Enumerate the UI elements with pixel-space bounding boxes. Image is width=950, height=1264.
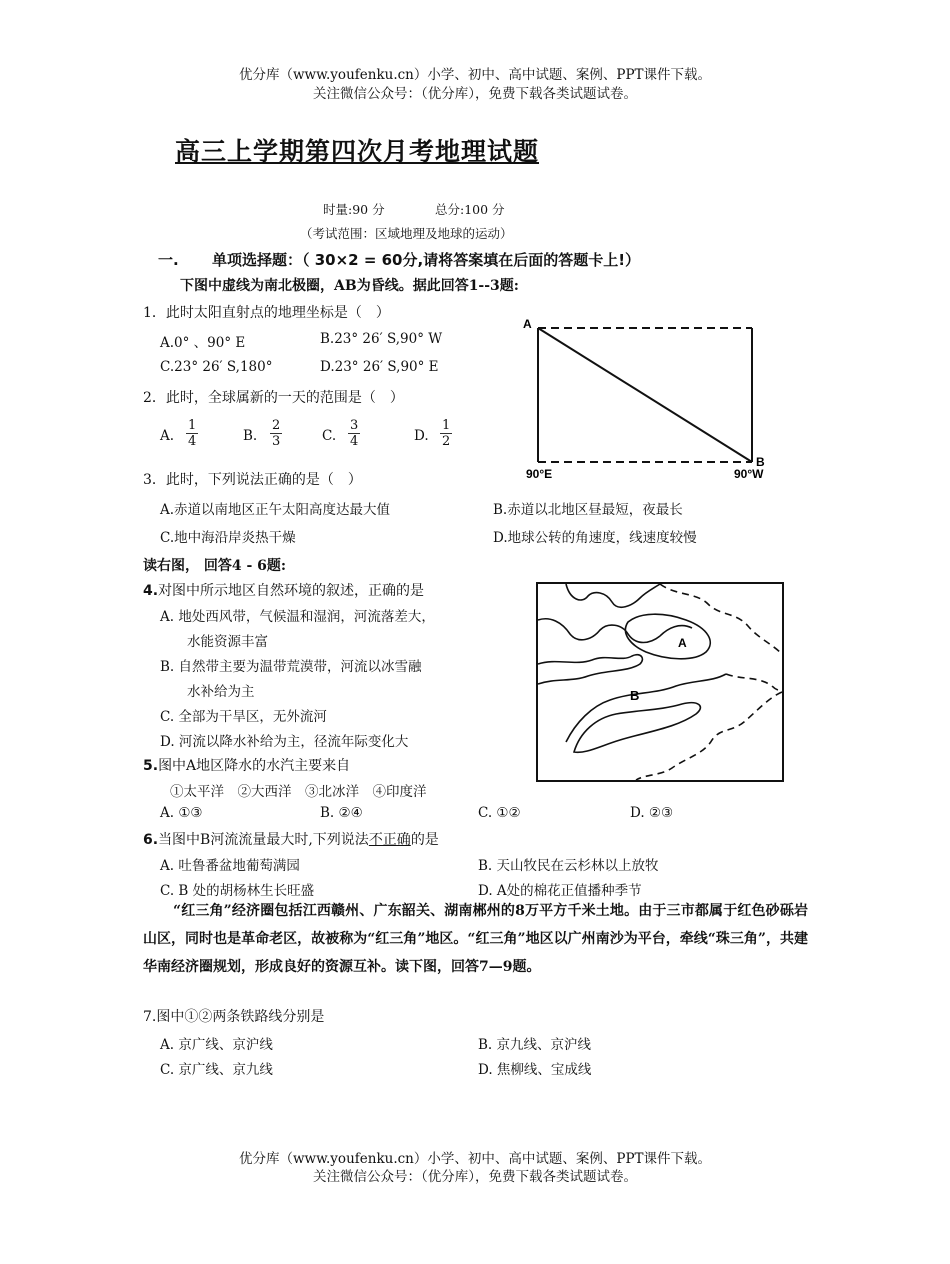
fraction-numerator: 1 — [188, 418, 197, 433]
exam-time: 时量:90 分 — [323, 202, 385, 217]
q4-number: 4. — [143, 583, 159, 599]
q1-option-b: B.23° 26′ S,90° W — [320, 331, 443, 347]
q6-option-a: A. 吐鲁番盆地葡萄满园 — [160, 858, 300, 874]
group2-intro: 读右图， 回答4 - 6题: — [143, 558, 287, 574]
q5-option-c: C. ①② — [478, 805, 521, 821]
region-map — [536, 582, 784, 782]
q7-option-c: C. 京广线、京九线 — [160, 1062, 273, 1078]
q4-option-a-line2: 水能资源丰富 — [187, 634, 268, 650]
fraction-numerator: 3 — [350, 418, 359, 433]
q1-stem: 1．此时太阳直射点的地理坐标是（ ） — [143, 305, 390, 321]
q2-option-b-label: B. — [243, 428, 258, 444]
q6-stem-underlined: 不正确 — [368, 832, 411, 848]
q3-option-a: A.赤道以南地区正午太阳高度达最大值 — [160, 502, 391, 518]
q7-option-d: D. 焦柳线、宝成线 — [478, 1062, 592, 1078]
map-label-a: A — [678, 636, 687, 650]
q6-stem-pre: 当图中B河流流量最大时,下列说法 — [158, 832, 369, 848]
footer-line-1: 优分库（www.youfenku.cn）小学、初中、高中试题、案例、PPT课件下载。 — [238, 1151, 712, 1167]
q5-number: 5. — [143, 758, 159, 774]
q3-option-d: D.地球公转的角速度，线速度较慢 — [493, 530, 697, 546]
point-a-label: A — [523, 317, 532, 331]
q4-option-a-line1: A. 地处西风带，气候温和湿润，河流落差大， — [160, 609, 435, 625]
q2-option-d-fraction — [440, 418, 452, 449]
q5-items: ①太平洋 ②大西洋 ③北冰洋 ④印度洋 — [170, 784, 427, 800]
exam-title: 高三上学期第四次月考地理试题 — [175, 137, 540, 166]
q4-option-c: C. 全部为干旱区，无外流河 — [160, 709, 327, 725]
q4-option-b-line1: B. 自然带主要为温带荒漠带，河流以冰雪融 — [160, 659, 422, 675]
q6-number: 6. — [143, 832, 159, 848]
q2-option-b-fraction — [270, 418, 282, 449]
fraction-numerator: 1 — [442, 418, 451, 433]
q7-option-b: B. 京九线、京沪线 — [478, 1037, 592, 1053]
q5-option-d: D. ②③ — [630, 805, 674, 821]
q4-option-d: D. 河流以降水补给为主，径流年际变化大 — [160, 734, 409, 750]
map-label-b: B — [630, 688, 640, 703]
q2-option-c-label: C. — [322, 428, 337, 444]
section-heading: 单项选择题：（ 30×2 = 60分,请将答案填在后面的答题卡上!） — [212, 251, 641, 269]
q6-option-d: D. A处的棉花正值播种季节 — [478, 883, 642, 899]
fraction-denominator: 3 — [272, 434, 281, 449]
group1-intro: 下图中虚线为南北极圈，AB为昏线。据此回答1--3题: — [180, 278, 519, 294]
point-b-label: B — [756, 455, 765, 469]
q4-stem: 对图中所示地区自然环境的叙述，正确的是 — [158, 583, 425, 599]
q5-option-a: A. ①③ — [160, 805, 203, 821]
terminator-line-ab — [538, 328, 752, 462]
q1-option-d: D.23° 26′ S,90° E — [320, 359, 439, 375]
q3-stem: 3．此时，下列说法正确的是（ ） — [143, 472, 362, 488]
q2-stem: 2．此时，全球属新的一天的范围是（ ） — [143, 390, 404, 406]
lon-90w-label: 90°W — [734, 467, 764, 481]
q2-option-d-label: D. — [414, 428, 429, 444]
q3-option-c: C.地中海沿岸炎热干燥 — [160, 530, 296, 546]
q5-stem-line — [143, 755, 350, 775]
header-line-2: 关注微信公众号：（优分库），免费下载各类试题试卷。 — [313, 86, 637, 102]
q1-option-a: A.0° 、90° E — [160, 335, 246, 351]
fraction-denominator: 4 — [350, 434, 359, 449]
terminator-diagram — [520, 316, 780, 486]
footer-line-2: 关注微信公众号：（优分库），免费下载各类试题试卷。 — [313, 1169, 637, 1185]
header-line-1: 优分库（www.youfenku.cn）小学、初中、高中试题、案例、PPT课件下载。 — [238, 67, 712, 83]
fraction-denominator: 4 — [188, 434, 197, 449]
q6-option-c: C. B 处的胡杨林生长旺盛 — [160, 883, 315, 899]
q7-stem: 7.图中①②两条铁路线分别是 — [143, 1009, 325, 1025]
section-number: 一. — [158, 251, 179, 269]
q6-stem-line — [143, 829, 439, 849]
q7-option-a: A. 京广线、京沪线 — [160, 1037, 273, 1053]
exam-scope: （考试范围：区域地理及地球的运动） — [300, 226, 513, 241]
q4-option-b-line2: 水补给为主 — [187, 684, 255, 700]
lon-90e-label: 90°E — [526, 467, 553, 481]
q4-stem-line — [143, 580, 424, 600]
q2-option-a-fraction — [186, 418, 198, 449]
fraction-denominator: 2 — [442, 434, 451, 449]
q6-option-b: B. 天山牧民在云杉林以上放牧 — [478, 858, 659, 874]
q1-option-c: C.23° 26′ S,180° — [160, 359, 273, 375]
q6-stem-post: 的是 — [410, 832, 439, 848]
q3-option-b: B.赤道以北地区昼最短，夜最长 — [493, 502, 683, 518]
fraction-numerator: 2 — [272, 418, 281, 433]
group3-intro: “红三角”经济圈包括江西赣州、广东韶关、湖南郴州的8万平方千米土地。由于三市都属于红色砂砾岩山区，同时也是革命老区，故被称为“红三角”地区。“红三角”地区以广州南沙为平台，牵线“珠三角”，共建华南经济圈规划，形成良好的资源互补。读下图，回答7—9题。 — [143, 903, 808, 975]
exam-score: 总分:100 分 — [435, 202, 505, 217]
q5-stem: 图中A地区降水的水汽主要来自 — [158, 758, 351, 774]
q2-option-c-fraction — [348, 418, 360, 449]
q2-option-a-label: A. — [160, 428, 175, 444]
q5-option-b: B. ②④ — [320, 805, 363, 821]
